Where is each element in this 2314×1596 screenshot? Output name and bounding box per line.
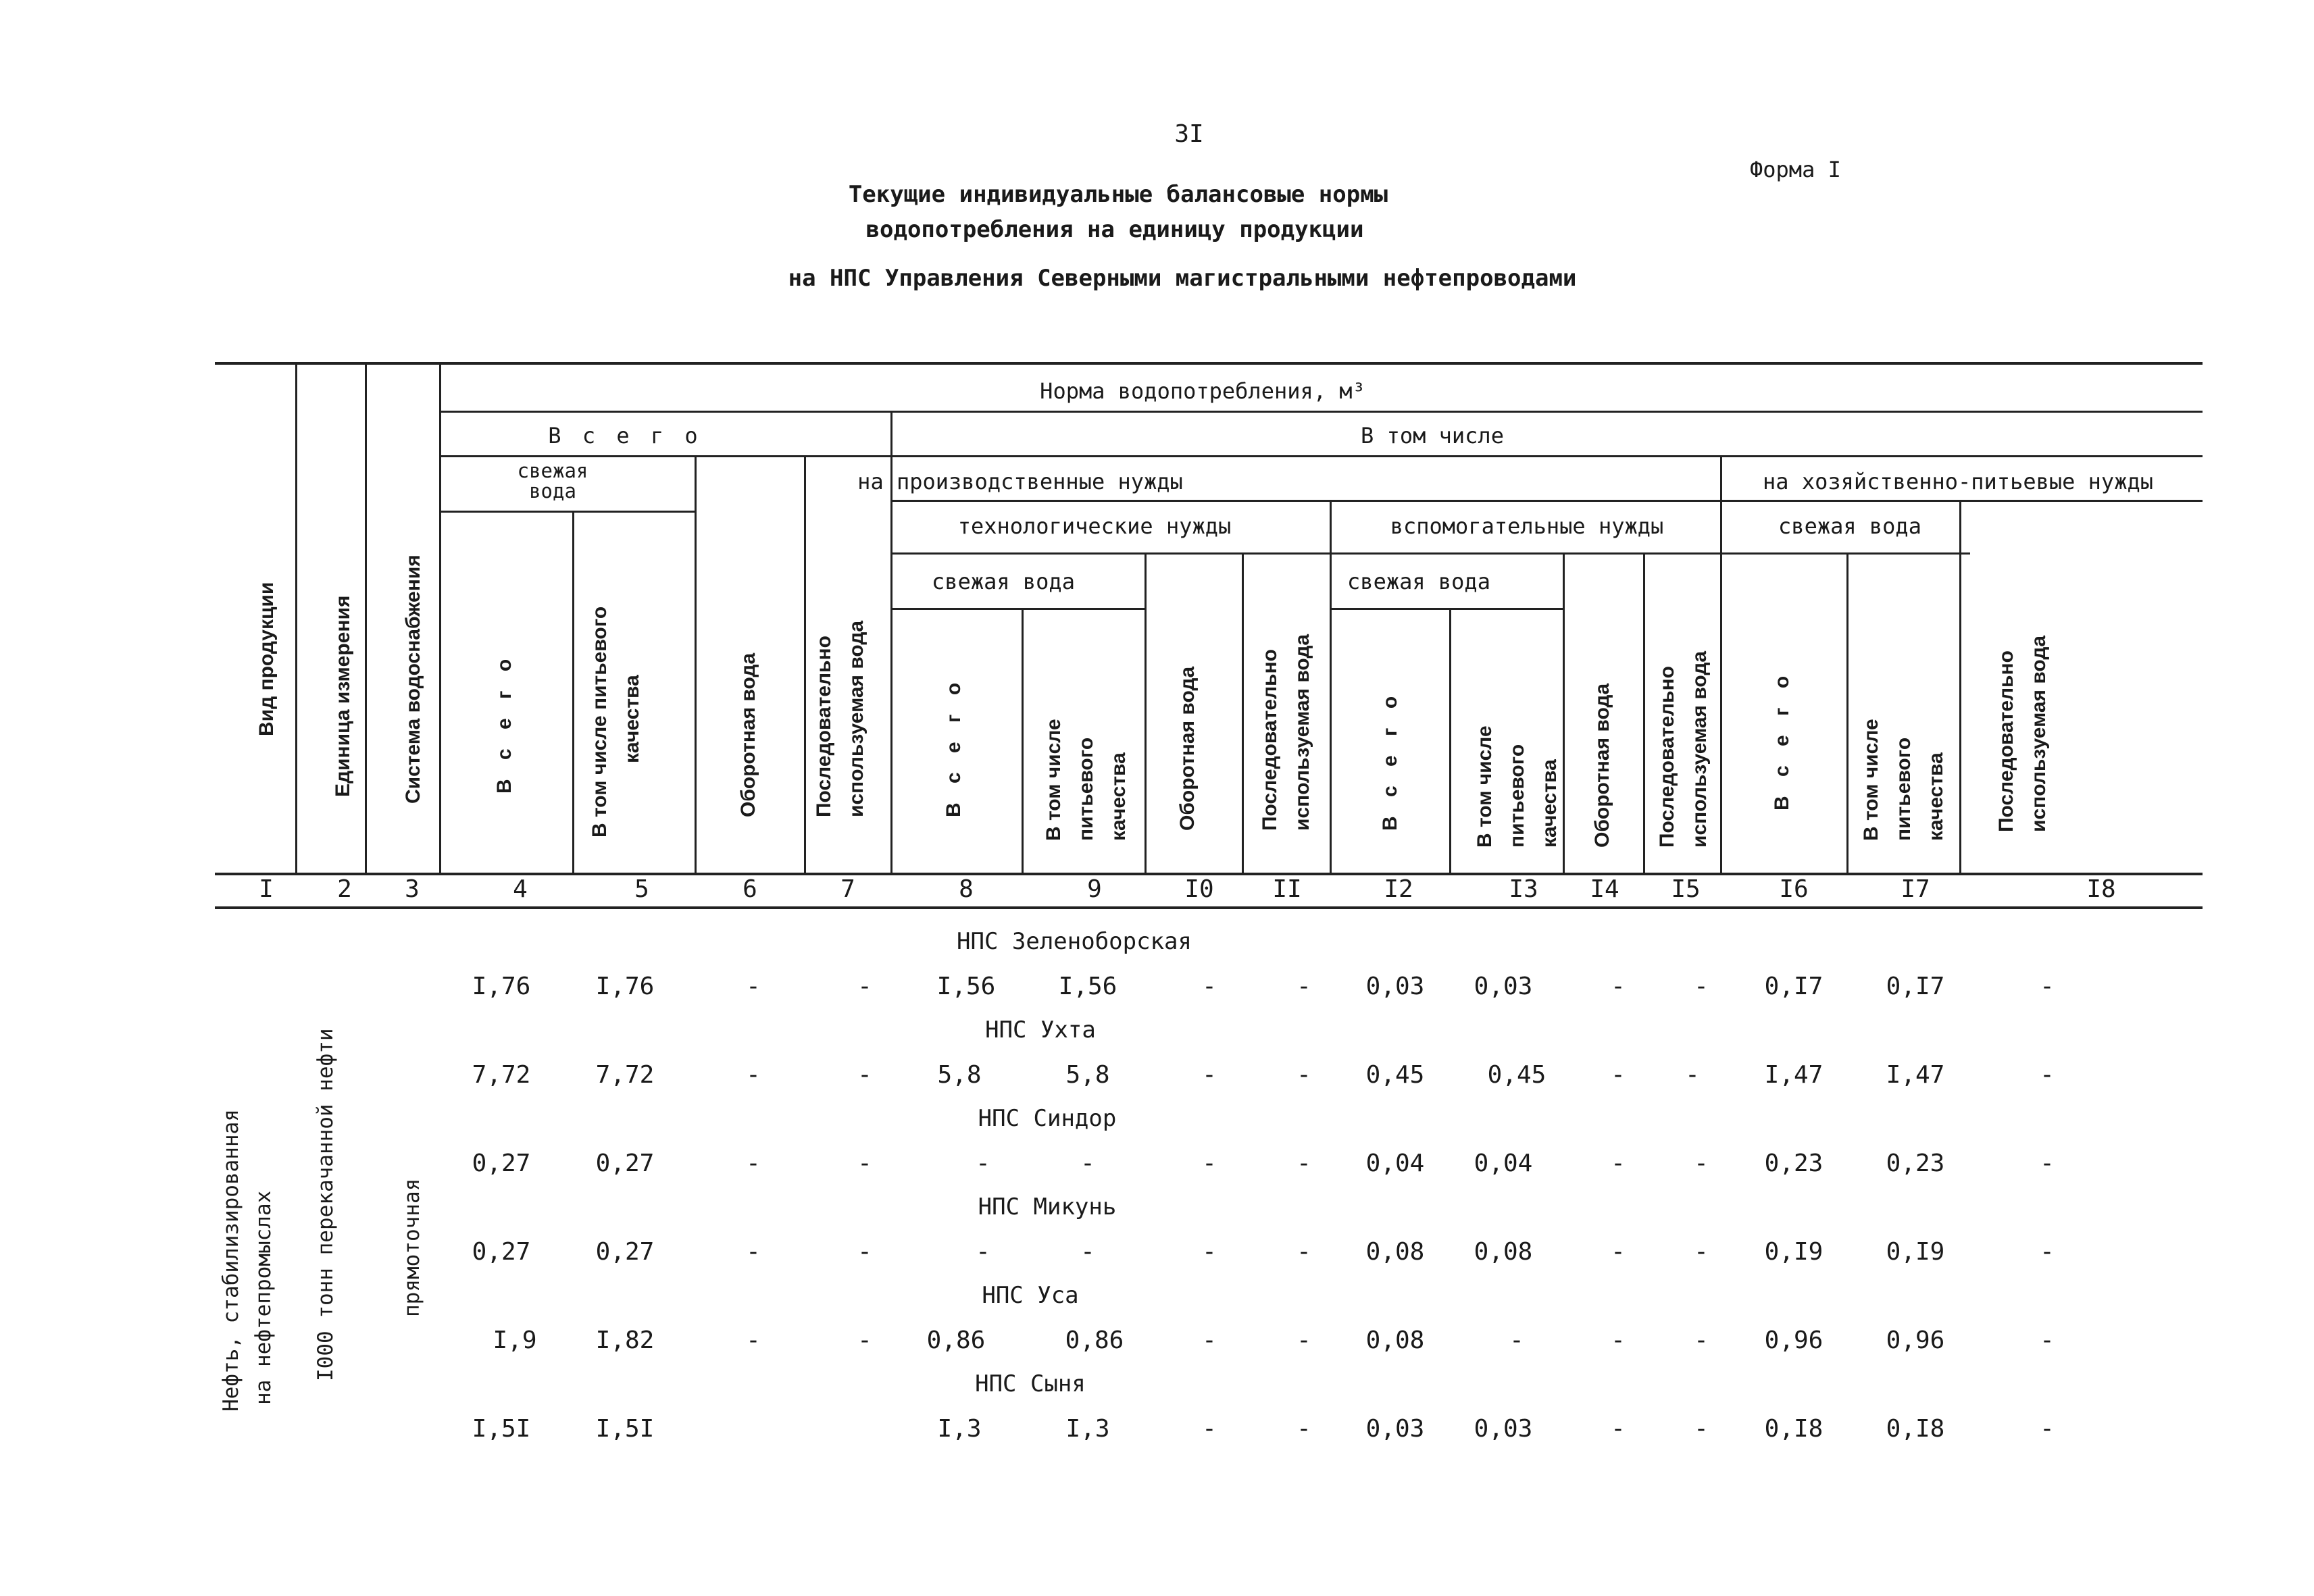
col-6-oborotnaya: Оборотная вода	[737, 652, 759, 817]
cell-c6: -	[746, 1150, 761, 1177]
cell-c13: -	[1509, 1327, 1524, 1354]
side-label-unit: I000 тонн перекачанной нефти	[313, 1028, 338, 1381]
cell-c12: 0,08	[1365, 1238, 1425, 1266]
header-proizv: на производственные нужды	[857, 469, 1183, 494]
column-number: I	[259, 875, 274, 903]
cell-c10: -	[1202, 1238, 1217, 1266]
cell-c11: -	[1297, 1150, 1311, 1177]
cell-c13: 0,45	[1487, 1061, 1546, 1089]
cell-c8: I,56	[936, 973, 996, 1000]
column-number: I3	[1509, 875, 1538, 903]
col-9-line-1: В том числе	[1042, 719, 1065, 841]
cell-c16: 0,I7	[1764, 973, 1823, 1000]
cell-c12: 0,03	[1365, 1415, 1425, 1443]
cell-c11: -	[1297, 1061, 1311, 1089]
header-vspomog: вспомогательные нужды	[1390, 513, 1664, 539]
col-14-oborotnaya: Оборотная вода	[1591, 683, 1613, 848]
cell-c15: -	[1694, 1150, 1709, 1177]
cell-c18: -	[2040, 1238, 2055, 1266]
col-17-line-2: питьевого	[1892, 737, 1915, 841]
header-vsego-group: В с е г о	[548, 423, 702, 448]
cell-c17: I,47	[1886, 1061, 1945, 1089]
cell-c15: -	[1694, 973, 1709, 1000]
col-7-line-2: используемая вода	[845, 620, 867, 817]
cell-c6: -	[746, 973, 761, 1000]
column-number: I2	[1384, 875, 1413, 903]
col-9-line-2: питьевого	[1075, 737, 1097, 841]
station-name: НПС Уса	[982, 1282, 1079, 1309]
col-5-line-2: качества	[621, 675, 643, 763]
header-svezhaya-line-1: свежая	[517, 459, 588, 482]
cell-c16: 0,I9	[1764, 1238, 1823, 1266]
cell-c9: -	[1080, 1238, 1095, 1266]
cell-c9: 5,8	[1065, 1061, 1110, 1089]
cell-c7: -	[857, 1327, 872, 1354]
header-tekhnol: технологические нужды	[957, 513, 1232, 539]
cell-c12: 0,04	[1365, 1150, 1425, 1177]
form-label: Форма I	[1750, 157, 1841, 182]
cell-c15: -	[1694, 1238, 1709, 1266]
cell-c4: I,76	[472, 973, 531, 1000]
col-10-oborotnaya: Оборотная вода	[1176, 666, 1199, 831]
cell-c18: -	[2040, 1327, 2055, 1354]
cell-c18: -	[2040, 973, 2055, 1000]
station-name: НПС Синдор	[978, 1105, 1117, 1132]
cell-c6: -	[746, 1327, 761, 1354]
cell-c4: 0,27	[472, 1238, 531, 1266]
cell-c17: 0,I9	[1886, 1238, 1945, 1266]
cell-c4: 0,27	[472, 1150, 531, 1177]
cell-c12: 0,08	[1365, 1327, 1425, 1354]
cell-c16: I,47	[1764, 1061, 1823, 1089]
cell-c10: -	[1202, 1150, 1217, 1177]
page-number: 3I	[1174, 120, 1204, 148]
cell-c7: -	[857, 1238, 872, 1266]
col-15-line-2: используемая вода	[1688, 650, 1711, 848]
title-line-3: на НПС Управления Северными магистральными нефтепроводами	[788, 265, 1577, 292]
cell-c12: 0,45	[1365, 1061, 1425, 1089]
col-8-vsego: В с е г о	[942, 675, 965, 817]
cell-c11: -	[1297, 1415, 1311, 1443]
cell-c8: I,3	[937, 1415, 982, 1443]
cell-c9: -	[1080, 1150, 1095, 1177]
col-11-line-1: Последовательно	[1259, 649, 1281, 831]
cell-c7: -	[857, 973, 872, 1000]
header-norma: Норма водопотребления, м³	[1040, 378, 1365, 404]
header-svezhaya-vspomog: свежая вода	[1347, 569, 1490, 594]
column-number: I0	[1184, 875, 1214, 903]
column-number: I7	[1901, 875, 1930, 903]
cell-c8: -	[976, 1238, 990, 1266]
cell-c10: -	[1202, 973, 1217, 1000]
col-7-line-1: Последовательно	[813, 636, 835, 817]
column-number: 9	[1087, 875, 1102, 903]
title-line-1: Текущие индивидуальные балансовые нормы	[848, 181, 1388, 208]
cell-c4: 7,72	[472, 1061, 531, 1089]
column-number: II	[1272, 875, 1302, 903]
column-number: I5	[1671, 875, 1701, 903]
cell-c11: -	[1297, 973, 1311, 1000]
cell-c14: -	[1611, 1327, 1626, 1354]
cell-c16: 0,23	[1764, 1150, 1823, 1177]
cell-c8: 0,86	[926, 1327, 986, 1354]
cell-c13: 0,08	[1474, 1238, 1533, 1266]
cell-c13: 0,03	[1474, 973, 1533, 1000]
cell-c18: -	[2040, 1415, 2055, 1443]
col-13-line-2: питьевого	[1506, 744, 1528, 848]
col-13-line-1: В том числе	[1474, 725, 1496, 848]
col-12-vsego: В с е г о	[1379, 689, 1401, 831]
column-number: I4	[1590, 875, 1619, 903]
header-v-tom-chisle: В том числе	[1361, 423, 1504, 448]
col-17-line-1: В том числе	[1860, 719, 1882, 841]
side-label-system: прямоточная	[400, 1178, 424, 1317]
col-sistema: Система водоснабжения	[402, 555, 424, 804]
header-svezhaya-line-2: вода	[529, 480, 576, 503]
col-9-line-3: качества	[1107, 752, 1130, 841]
cell-c16: 0,96	[1764, 1327, 1823, 1354]
cell-c5: I,82	[595, 1327, 655, 1354]
cell-c11: -	[1297, 1238, 1311, 1266]
column-number: 6	[743, 875, 757, 903]
col-18-line-2: используемая вода	[2028, 635, 2050, 832]
cell-c6: -	[746, 1238, 761, 1266]
cell-c11: -	[1297, 1327, 1311, 1354]
cell-c10: -	[1202, 1061, 1217, 1089]
cell-c18: -	[2040, 1150, 2055, 1177]
cell-c12: 0,03	[1365, 973, 1425, 1000]
col-vid-produkcii: Вид продукции	[255, 582, 278, 736]
column-number: 2	[337, 875, 352, 903]
cell-c18: -	[2040, 1061, 2055, 1089]
col-edinica: Единица измерения	[332, 595, 354, 797]
col-13-line-3: качества	[1538, 759, 1561, 848]
cell-c14: -	[1611, 1415, 1626, 1443]
column-number: 3	[405, 875, 420, 903]
cell-c17: 0,I7	[1886, 973, 1945, 1000]
cell-c14: -	[1611, 1150, 1626, 1177]
col-17-line-3: качества	[1925, 752, 1947, 841]
cell-c14: -	[1611, 973, 1626, 1000]
col-15-line-1: Последовательно	[1656, 666, 1678, 848]
cell-c5: 0,27	[595, 1238, 655, 1266]
cell-c9: 0,86	[1065, 1327, 1124, 1354]
title-line-2: водопотребления на единицу продукции	[865, 216, 1364, 243]
cell-c5: I,76	[595, 973, 655, 1000]
cell-c5: I,5I	[595, 1415, 655, 1443]
station-name: НПС Сыня	[975, 1370, 1086, 1397]
cell-c5: 0,27	[595, 1150, 655, 1177]
cell-c16: 0,I8	[1764, 1415, 1823, 1443]
column-number: 7	[840, 875, 855, 903]
cell-c15: -	[1694, 1327, 1709, 1354]
cell-c15: -	[1694, 1415, 1709, 1443]
cell-c6: -	[746, 1061, 761, 1089]
column-number: I8	[2086, 875, 2116, 903]
column-number: 8	[959, 875, 974, 903]
cell-c9: I,56	[1058, 973, 1117, 1000]
col-18-line-1: Последовательно	[1995, 650, 2017, 832]
cell-c7: -	[857, 1150, 872, 1177]
header-svezhaya-khoz: свежая вода	[1778, 513, 1921, 539]
column-number: I6	[1779, 875, 1809, 903]
header-svezhaya-tekhnol: свежая вода	[932, 569, 1075, 594]
cell-c9: I,3	[1065, 1415, 1110, 1443]
cell-c8: 5,8	[937, 1061, 982, 1089]
cell-c10: -	[1202, 1327, 1217, 1354]
cell-c14: -	[1611, 1238, 1626, 1266]
header-khoz: на хозяйственно-питьевые нужды	[1763, 469, 2153, 494]
cell-c13: 0,04	[1474, 1150, 1533, 1177]
col-4-vsego: В с е г о	[493, 652, 515, 794]
cell-c17: 0,I8	[1886, 1415, 1945, 1443]
side-label-product-line-1: Нефть, стабилизированная	[219, 1109, 243, 1412]
station-name: НПС Микунь	[978, 1193, 1117, 1220]
station-name: НПС Зеленоборская	[957, 928, 1192, 955]
col-11-line-2: используемая вода	[1291, 634, 1313, 831]
cell-c13: 0,03	[1474, 1415, 1533, 1443]
cell-c15: -	[1685, 1061, 1700, 1089]
cell-c7: -	[857, 1061, 872, 1089]
cell-c4: I,9	[493, 1327, 537, 1354]
column-number: 5	[634, 875, 649, 903]
cell-c5: 7,72	[595, 1061, 655, 1089]
cell-c4: I,5I	[472, 1415, 531, 1443]
cell-c17: 0,23	[1886, 1150, 1945, 1177]
cell-c10: -	[1202, 1415, 1217, 1443]
col-16-vsego: В с е г о	[1771, 669, 1793, 810]
cell-c17: 0,96	[1886, 1327, 1945, 1354]
column-number: 4	[513, 875, 528, 903]
cell-c8: -	[976, 1150, 990, 1177]
cell-c14: -	[1611, 1061, 1626, 1089]
side-label-product-line-2: на нефтепромыслах	[251, 1190, 276, 1405]
station-name: НПС Ухта	[985, 1016, 1096, 1044]
col-5-line-1: В том числе питьевого	[588, 606, 611, 838]
